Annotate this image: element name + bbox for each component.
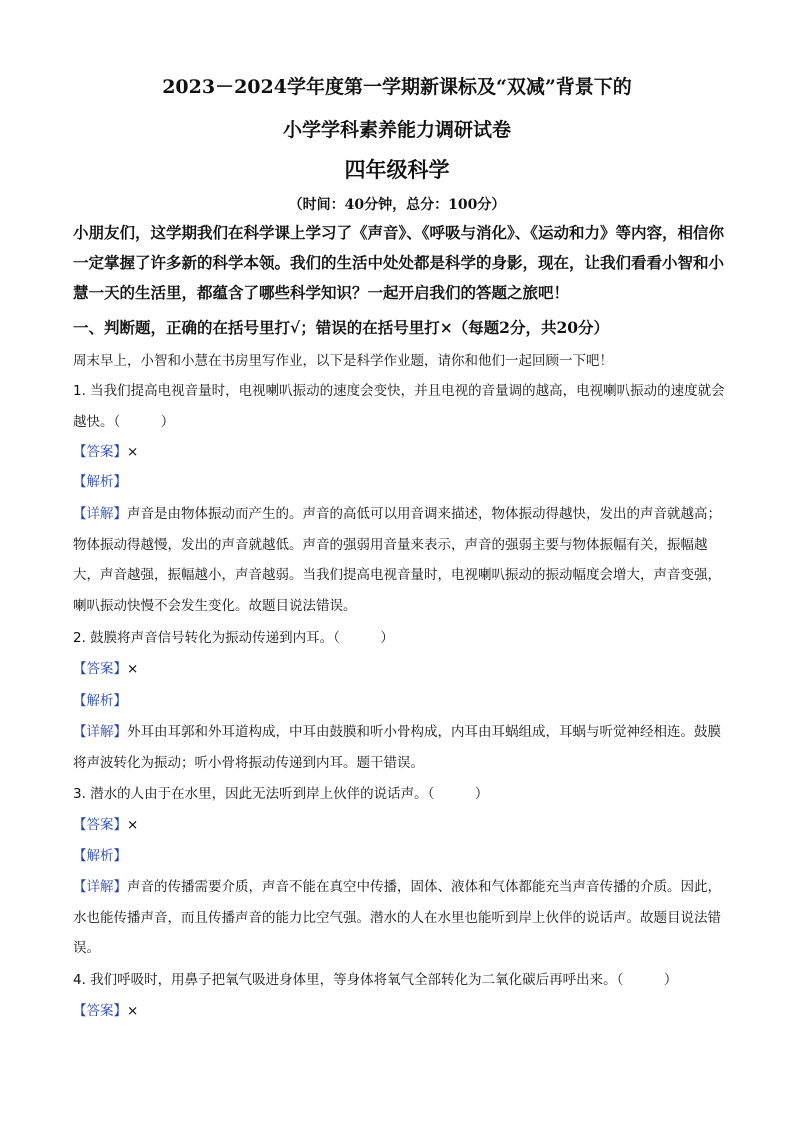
answer-3	[73, 810, 725, 841]
analysis-1	[73, 467, 725, 498]
answer-1	[73, 437, 725, 468]
intro-paragraph: 小朋友们，这学期我们在科学课上学习了《声音》、《呼吸与消化》、《运动和力》等内容，相信你一定掌握了许多新的科学本领。我们的生活中处处都是科学的身影，现在，让我们看看小智和小慧一天的生活里，都蕴含了哪些科学知识？一起开启我们的答题之旅吧！	[73, 223, 725, 302]
answer-value: ×	[127, 661, 139, 677]
detail-text: 外耳由耳郭和外耳道构成，中耳由鼓膜和听小骨构成，内耳由耳蜗组成，耳蜗与听觉神经相连。鼓膜将声波转化为振动；听小骨将振动传递到内耳。题干错误。	[73, 724, 721, 771]
question-4: 4. 我们呼吸时，用鼻子把氧气吸进身体里，等身体将氧气全部转化为二氧化碳后再呼出来。（ ）	[73, 972, 678, 988]
analysis-label: 【解析】	[73, 474, 127, 490]
detail-text: 声音是由物体振动而产生的。声音的高低可以用音调来描述，物体振动得越快，发出的声音就越高；物体振动得越慢，发出的声音就越低。声音的强弱用音量来表示，声音的强弱主要与物体振幅有关，振幅越大，声音越强，振幅越小，声音越弱。当我们提高电视音量时，电视喇叭振动的振动幅度会增大，声音变强，喇叭振动快慢不会发生变化。故题目说法错误。	[73, 506, 721, 614]
analysis-2	[73, 686, 725, 717]
answer-2	[73, 654, 725, 685]
answer-label: 【答案】	[73, 661, 127, 677]
answer-label: 【答案】	[73, 817, 127, 833]
detail-3	[73, 872, 725, 964]
answer-value: ×	[127, 444, 139, 460]
section1-heading: 一、判断题，正确的在括号里打√；错误的在括号里打×（每题2分，共20分）	[73, 318, 610, 337]
detail-1	[73, 499, 725, 621]
question-1: 1. 当我们提高电视音量时，电视喇叭振动的速度会变快，并且电视的音量调的越高，电视喇叭振动的速度就会越快。（ ）	[73, 383, 725, 430]
section1-lead: 周末早上，小智和小慧在书房里写作业，以下是科学作业题，请你和他们一起回顾一下吧！	[73, 353, 613, 369]
answer-value: ×	[127, 1003, 139, 1019]
analysis-3	[73, 841, 725, 872]
detail-label: 【详解】	[73, 879, 127, 895]
detail-label: 【详解】	[73, 506, 127, 522]
exam-time-score: （时间：40分钟，总分：100分）	[288, 197, 506, 213]
answer-label: 【答案】	[73, 444, 127, 460]
answer-label: 【答案】	[73, 1003, 127, 1019]
exam-title-line1: 2023－2024学年度第一学期新课标及“双减”背景下的	[162, 76, 632, 98]
answer-4	[73, 996, 725, 1027]
exam-title-line2: 小学学科素养能力调研试卷	[282, 119, 511, 141]
question-2: 2. 鼓膜将声音信号转化为振动传递到内耳。（ ）	[73, 630, 394, 646]
analysis-label: 【解析】	[73, 848, 127, 864]
grade-subject-title: 四年级科学	[344, 157, 450, 182]
detail-text: 声音的传播需要介质，声音不能在真空中传播，固体、液体和气体都能充当声音传播的介质。因此，水也能传播声音，而且传播声音的能力比空气强。潜水的人在水里也能听到岸上伙伴的说话声。故题目说法错误。	[73, 879, 721, 956]
question-3: 3. 潜水的人由于在水里，因此无法听到岸上伙伴的说话声。（ ）	[73, 786, 489, 802]
analysis-label: 【解析】	[73, 693, 127, 709]
detail-label: 【详解】	[73, 724, 127, 740]
answer-value: ×	[127, 817, 139, 833]
detail-2	[73, 717, 725, 778]
